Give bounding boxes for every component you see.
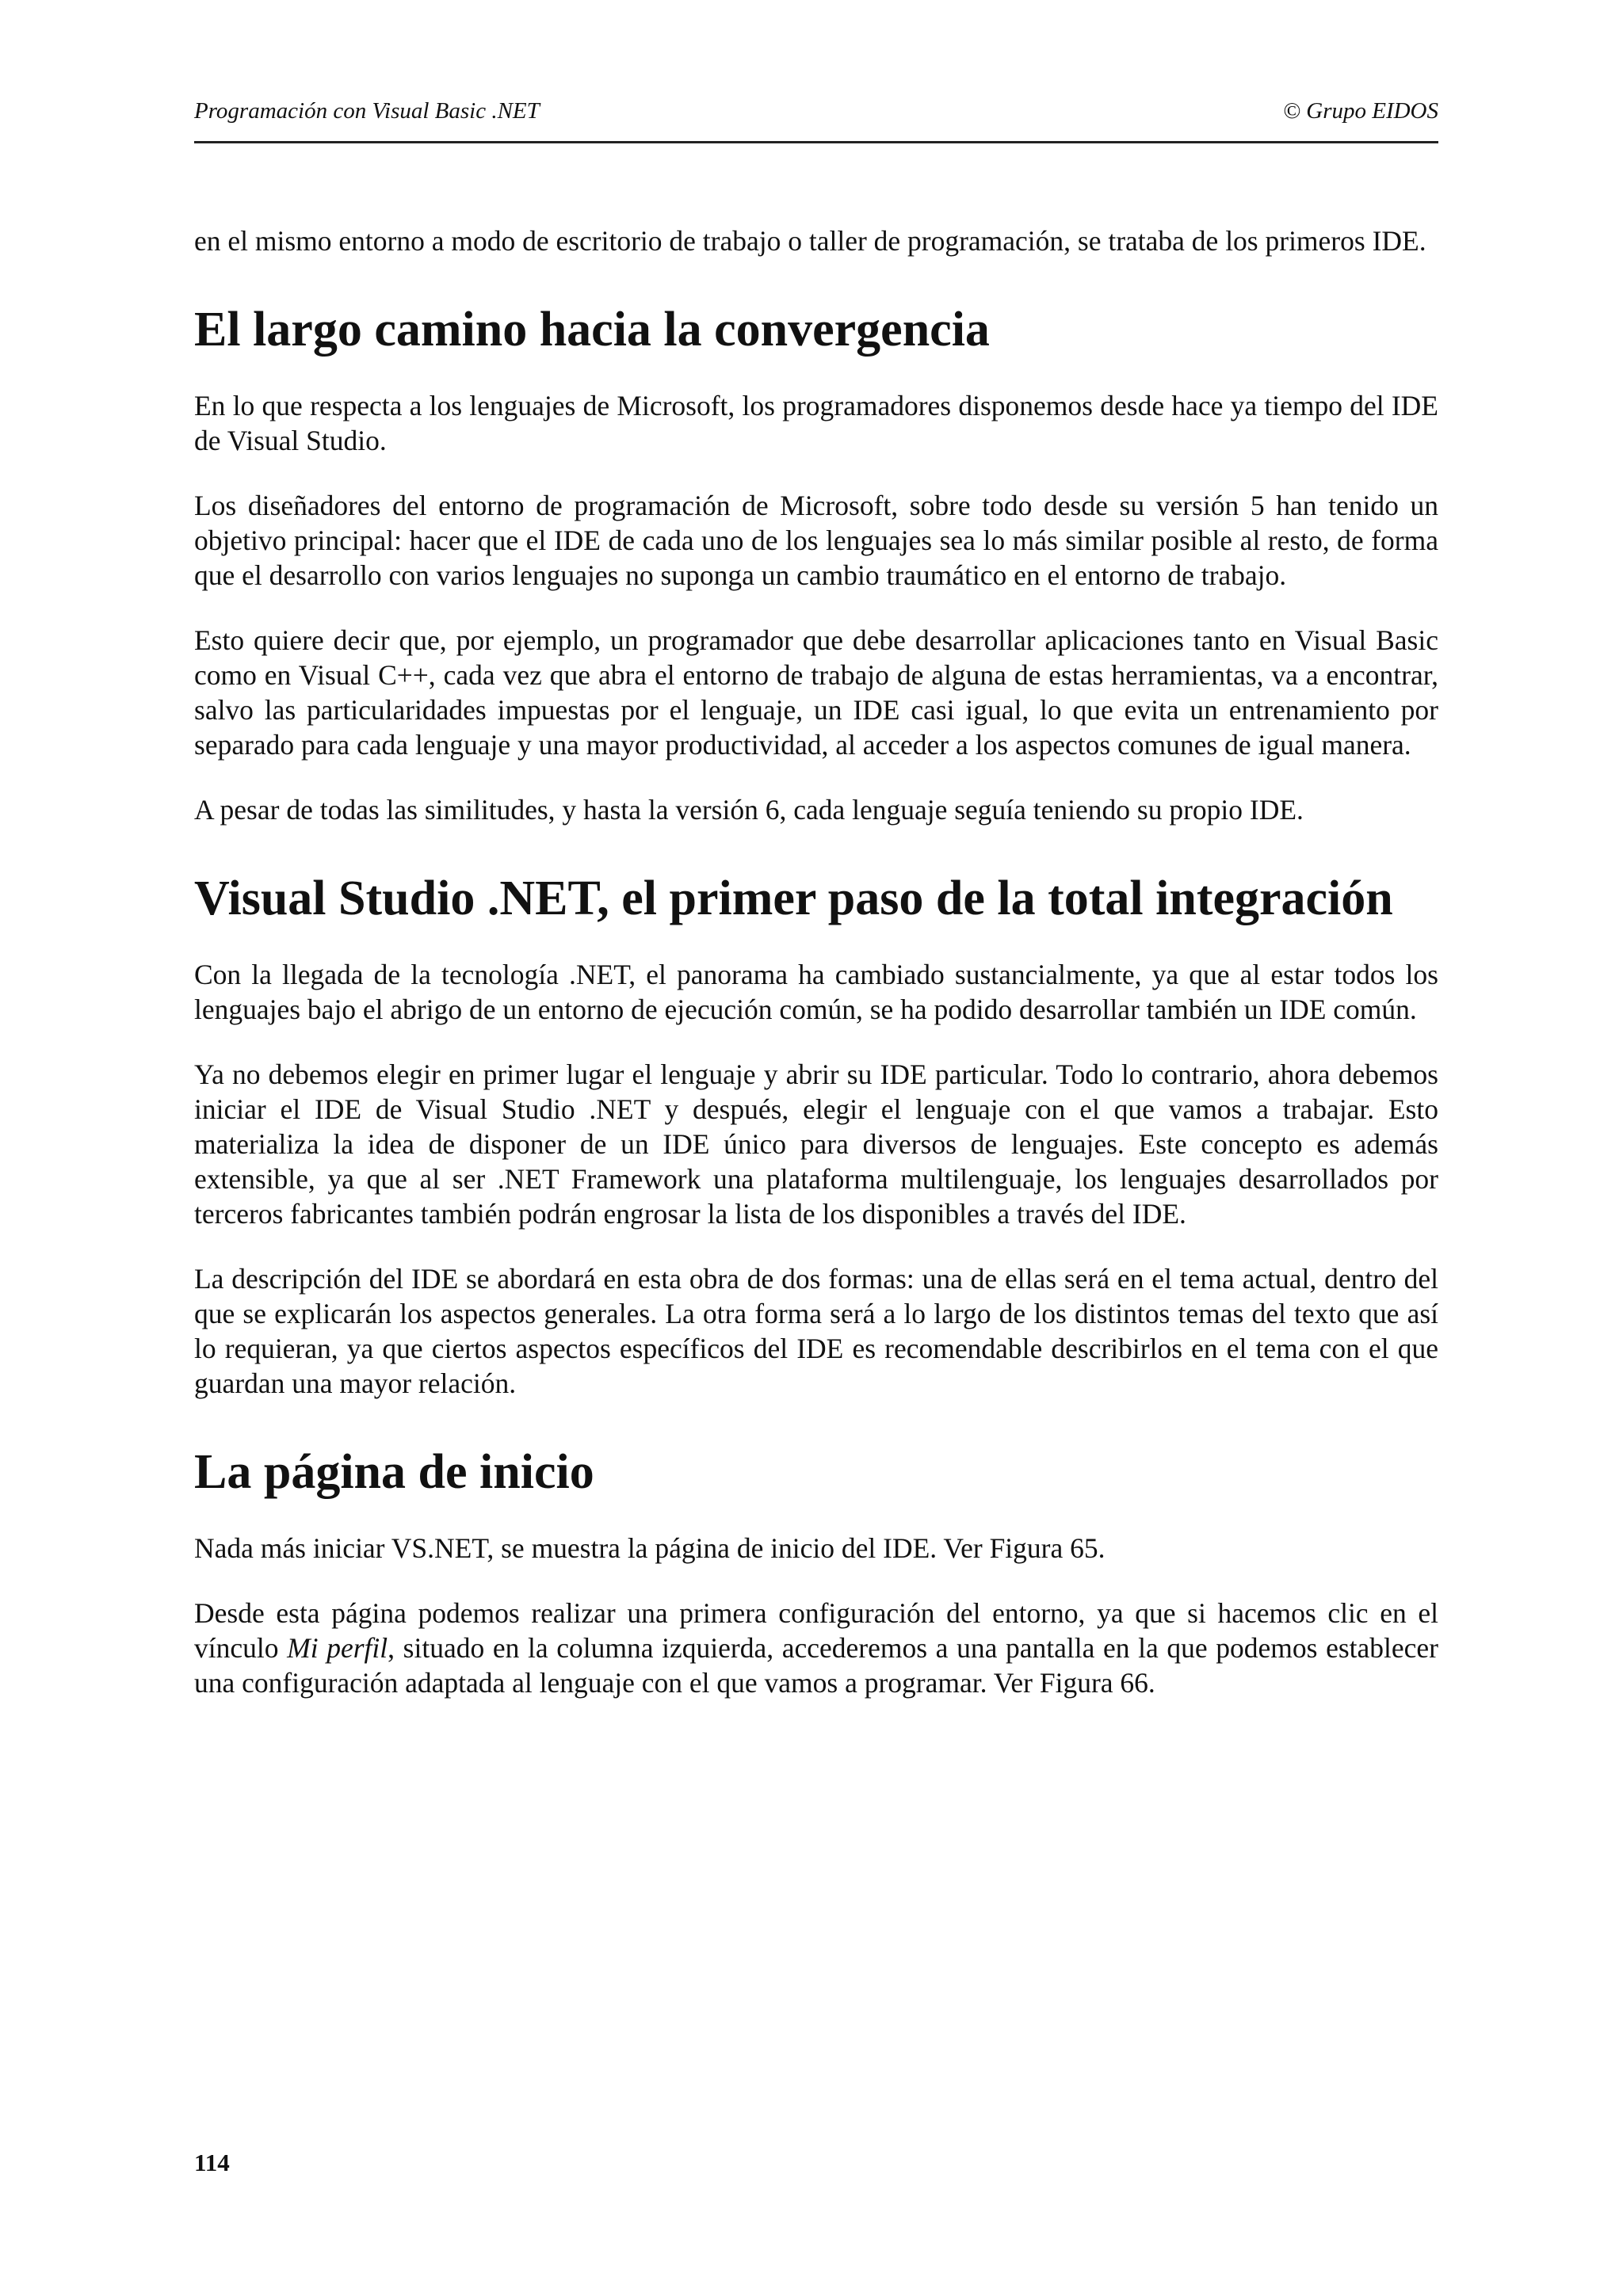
- mi-perfil-link-text: Mi perfil: [287, 1632, 388, 1664]
- paragraph: A pesar de todas las similitudes, y hasta la versión 6, cada lenguaje seguía teniendo su propio IDE.: [194, 794, 1304, 826]
- paragraph-mi-perfil: [194, 1596, 1438, 1700]
- section-heading-convergencia: El largo camino hacia la convergencia: [194, 303, 990, 357]
- paragraph: Los diseñadores del entorno de programación de Microsoft, sobre todo desde su versión 5 han tenido un objetivo principal: hacer que el IDE de cada uno de los lenguajes sea lo más similar posible al resto, de forma que el desarrollo con varios lenguajes no suponga un cambio traumático en el entorno de trabajo.: [194, 490, 1438, 591]
- paragraph: Esto quiere decir que, por ejemplo, un programador que debe desarrollar aplicaciones tanto en Visual Basic como en Visual C++, cada vez que abra el entorno de trabajo de alguna de estas herramientas, va a encontrar, salvo las particularidades impuestas por el lenguaje, un IDE casi igual, lo que evita un entrenamiento por separado para cada lenguaje y una mayor productividad, al acceder a los aspectos comunes de igual manera.: [194, 624, 1438, 761]
- section-heading-pagina-de-inicio: La página de inicio: [194, 1445, 594, 1499]
- paragraph: En lo que respecta a los lenguajes de Microsoft, los programadores disponemos desde hace ya tiempo del IDE de Visual Studio.: [194, 390, 1438, 456]
- book-title: Programación con Visual Basic .NET: [194, 98, 540, 124]
- intro-paragraph: en el mismo entorno a modo de escritorio de trabajo o taller de programación, se trataba de los primeros IDE.: [194, 225, 1426, 257]
- section-heading-visual-studio-net: Visual Studio .NET, el primer paso de la total integración: [194, 871, 1393, 925]
- text-run: Desde esta página podemos realizar una primera configuración del entorno, ya que si hacemos clic en el vínculo: [194, 1597, 1438, 1664]
- body-text: [194, 223, 1438, 1730]
- running-header: [194, 93, 1438, 143]
- paragraph: La descripción del IDE se abordará en esta obra de dos formas: una de ellas será en el tema actual, dentro del que se explicarán los aspectos generales. La otra forma será a lo largo de los distintos temas del texto que así lo requieran, ya que ciertos aspectos específicos del IDE es recomendable describirlos en el tema con el que guardan una mayor relación.: [194, 1263, 1438, 1399]
- page-number: 114: [194, 2149, 230, 2176]
- publisher-credit: © Grupo EIDOS: [1282, 98, 1438, 124]
- paragraph: Con la llegada de la tecnología .NET, el panorama ha cambiado sustancialmente, ya que al estar todos los lenguajes bajo el abrigo de un entorno de ejecución común, se ha podido desarrollar también un IDE común.: [194, 959, 1438, 1025]
- paragraph: Ya no debemos elegir en primer lugar el lenguaje y abrir su IDE particular. Todo lo contrario, ahora debemos iniciar el IDE de Visual Studio .NET y después, elegir el lenguaje con el que vamos a trabajar. Esto materializa la idea de disponer de un IDE único para diversos de lenguajes. Este concepto es además extensible, ya que al ser .NET Framework una plataforma multilenguaje, los lenguajes desarrollados por terceros fabricantes también podrán engrosar la lista de los disponibles a través del IDE.: [194, 1058, 1438, 1230]
- text-run: , situado en la columna izquierda, accederemos a una pantalla en la que podemos establecer una configuración adaptada al lenguaje con el que vamos a programar. Ver Figura 66.: [194, 1632, 1439, 1699]
- document-page: [194, 0, 1438, 2296]
- paragraph: Nada más iniciar VS.NET, se muestra la página de inicio del IDE. Ver Figura 65.: [194, 1532, 1106, 1564]
